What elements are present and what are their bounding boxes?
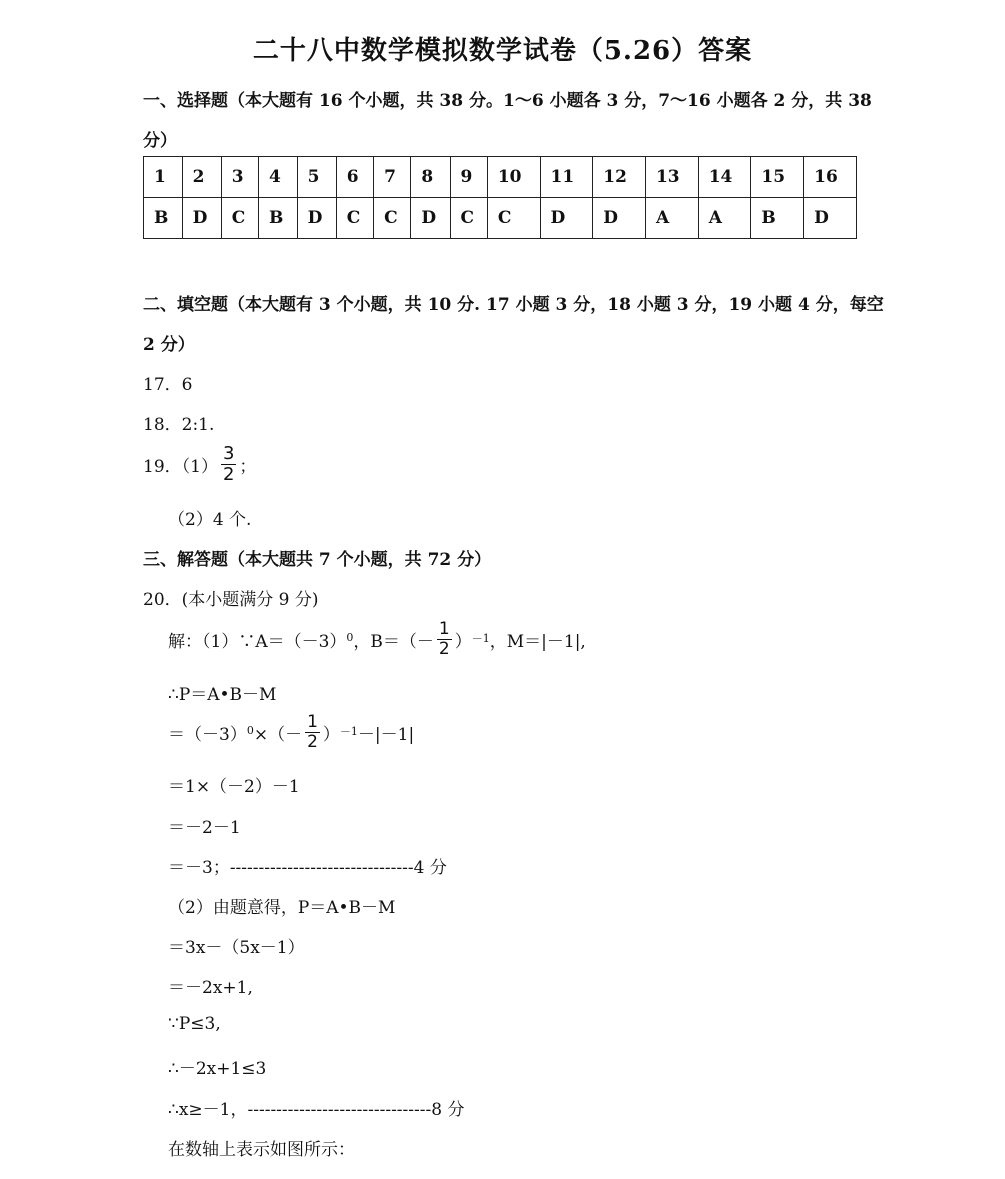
solution-line-3 (168, 713, 414, 752)
exponent: －1 (471, 631, 490, 645)
question-number-cell: 6 (336, 157, 373, 198)
question-number-cell: 7 (374, 157, 411, 198)
answer-cell: A (645, 198, 698, 239)
question-number-cell: 3 (221, 157, 258, 198)
fraction-denominator: 2 (222, 464, 235, 485)
exponent: 0 (246, 724, 254, 737)
answer-row (144, 198, 857, 239)
fraction (437, 620, 452, 659)
exponent: 0 (346, 631, 354, 644)
solution-line-5: ＝－2－1 (168, 818, 241, 838)
question-number-cell: 9 (450, 157, 487, 198)
answer-cell: C (221, 198, 258, 239)
solution-text: ） (322, 725, 340, 745)
answer-q19-part1 (143, 444, 256, 485)
solution-line-7: （2）由题意得，P＝A•B－M (168, 898, 396, 918)
q20-header: 20．(本小题满分 9 分) (143, 590, 319, 610)
solution-text: ×（－ (253, 725, 303, 745)
answer-cell: D (593, 198, 646, 239)
fraction-denominator: 2 (438, 639, 450, 659)
answer-cell: B (751, 198, 804, 239)
question-number-cell: 4 (259, 157, 298, 198)
question-number-cell: 8 (411, 157, 450, 198)
solution-line-13: 在数轴上表示如图所示： (168, 1140, 355, 1160)
section1-heading-cont: 分） (143, 131, 177, 151)
answer-q18: 18．2:1. (143, 415, 215, 435)
fraction-denominator: 2 (307, 732, 318, 752)
solution-text: 解：（1）∵A＝（－3） (168, 632, 347, 652)
answer-cell: A (698, 198, 751, 239)
answer-cell: D (182, 198, 221, 239)
section2-heading: 二、填空题（本大题有 3 个小题，共 10 分. 17 小题 3 分，18 小题 3 分，19 小题 4 分，每空 (143, 295, 884, 315)
question-number-cell: 12 (593, 157, 646, 198)
question-number-cell: 13 (645, 157, 698, 198)
question-number-cell: 1 (144, 157, 183, 198)
q19-prefix: 19．（1） (143, 457, 218, 477)
question-number-cell: 14 (698, 157, 751, 198)
q19-suffix: ； (239, 457, 257, 477)
question-number-cell: 10 (487, 157, 540, 198)
answer-cell: C (450, 198, 487, 239)
answer-cell: D (540, 198, 593, 239)
answer-cell: C (374, 198, 411, 239)
solution-line-9: ＝－2x+1, (168, 978, 253, 998)
solution-line-6: ＝－3；--------------------------------4 分 (168, 858, 447, 878)
answer-cell: D (411, 198, 450, 239)
exponent: －1 (339, 724, 358, 738)
question-number-cell: 11 (540, 157, 593, 198)
solution-line-4: ＝1×（－2）－1 (168, 777, 300, 797)
solution-line-10: ∵P≤3, (168, 1014, 221, 1034)
answer-cell: C (336, 198, 373, 239)
question-number-cell: 15 (751, 157, 804, 198)
solution-text: ，M＝|－1|, (489, 632, 586, 652)
fraction-numerator: 1 (307, 712, 318, 732)
solution-text: ，B＝（－ (353, 632, 434, 652)
answer-q19-part2: （2）4 个. (168, 510, 252, 530)
page-title: 二十八中数学模拟数学试卷（5.26）答案 (252, 36, 753, 66)
solution-line-8: ＝3x－（5x－1） (168, 938, 305, 958)
answer-q17: 17．6 (143, 375, 193, 395)
answer-cell: B (144, 198, 183, 239)
solution-line-12: ∴x≥－1，--------------------------------8 分 (168, 1100, 465, 1120)
solution-text: ＝（－3） (168, 725, 247, 745)
solution-text: ） (454, 632, 472, 652)
section2-heading-cont: 2 分） (143, 335, 195, 355)
answer-cell: D (297, 198, 336, 239)
solution-line-1 (168, 620, 586, 659)
question-number-cell: 16 (804, 157, 857, 198)
fraction (221, 444, 236, 485)
section3-heading: 三、解答题（本大题共 7 个小题，共 72 分） (143, 550, 492, 570)
answer-table (143, 156, 857, 239)
fraction-numerator: 1 (438, 619, 450, 639)
question-number-cell: 5 (297, 157, 336, 198)
fraction-numerator: 3 (222, 443, 235, 464)
answer-cell: B (259, 198, 298, 239)
solution-line-2: ∴P＝A•B－M (168, 685, 277, 705)
answer-cell: C (487, 198, 540, 239)
section1-heading: 一、选择题（本大题有 16 个小题，共 38 分。1～6 小题各 3 分，7～16 小题各 2 分，共 38 (143, 91, 872, 111)
fraction (305, 713, 320, 752)
question-number-row (144, 157, 857, 198)
answer-cell: D (804, 198, 857, 239)
solution-line-11: ∴－2x+1≤3 (168, 1059, 267, 1079)
question-number-cell: 2 (182, 157, 221, 198)
solution-text: －|－1| (357, 725, 415, 745)
